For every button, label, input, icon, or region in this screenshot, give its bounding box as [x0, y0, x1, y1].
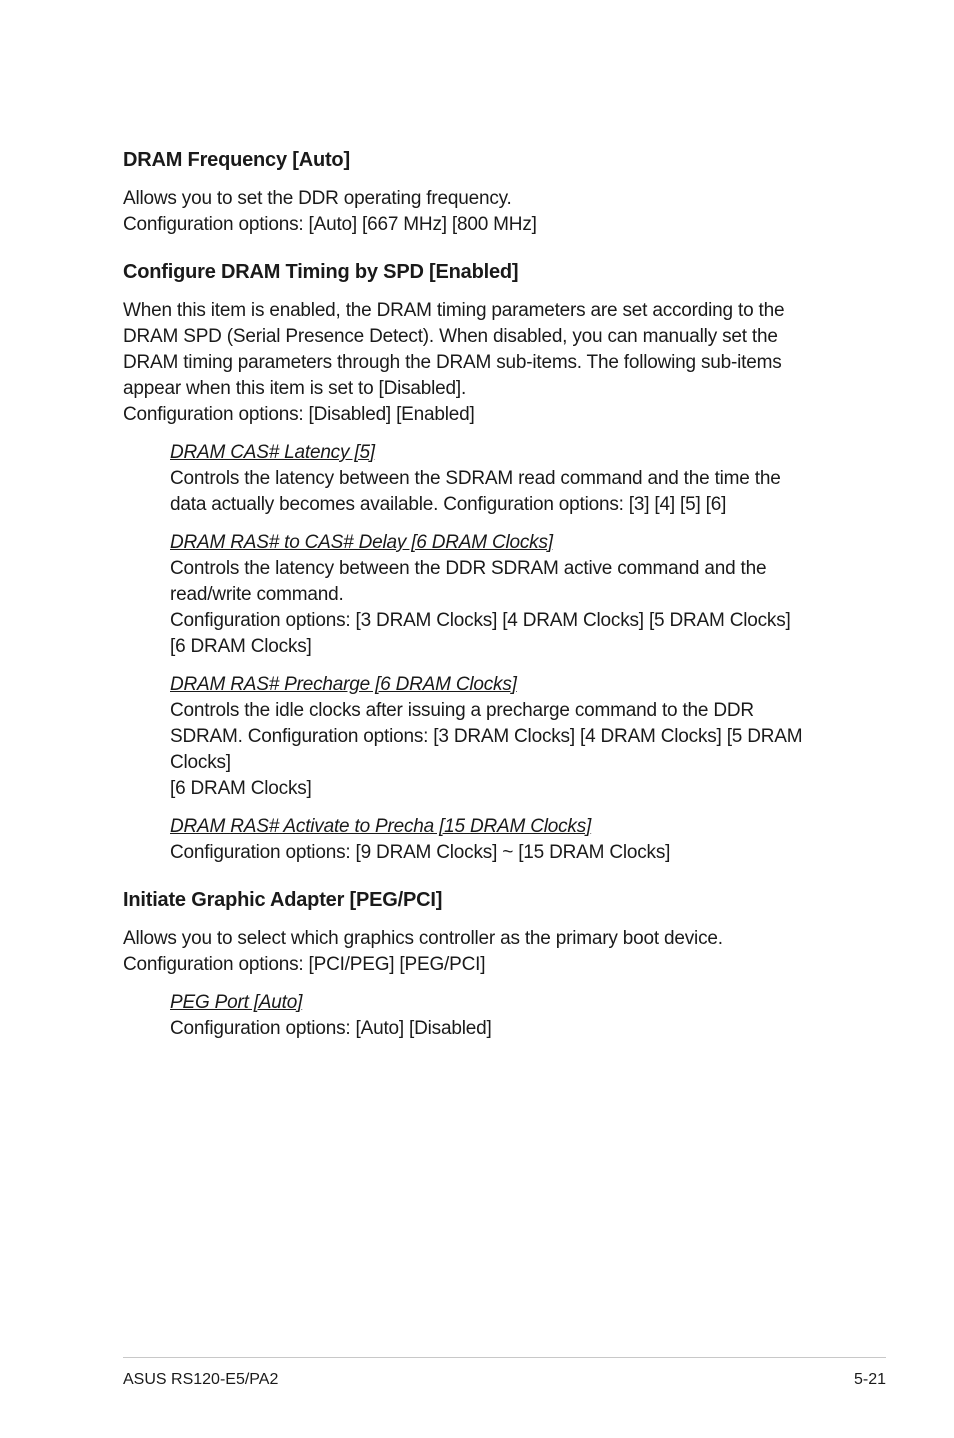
subitem-dram-ras-precharge — [170, 672, 843, 802]
paragraph-line: appear when this item is set to [Disabled]. — [123, 378, 467, 399]
subitem-dram-cas-latency — [170, 440, 843, 518]
paragraph-line: DRAM SPD (Serial Presence Detect). When disabled, you can manually set the — [123, 326, 778, 347]
footer-product-name: ASUS RS120-E5/PA2 — [123, 1371, 279, 1388]
document-body — [123, 146, 843, 1042]
subitem-dram-ras-to-cas-delay — [170, 530, 843, 660]
subitem-peg-port — [170, 990, 843, 1042]
paragraph-line: Controls the latency between the DDR SDRAM active command and the — [170, 558, 767, 579]
paragraph-line: [6 DRAM Clocks] — [170, 778, 312, 799]
paragraph-line: Configuration options: [PCI/PEG] [PEG/PCI] — [123, 954, 486, 975]
paragraph-line: Configuration options: [Auto] [Disabled] — [170, 1018, 492, 1039]
subitem-title: DRAM RAS# Activate to Precha [15 DRAM Clocks] — [170, 816, 592, 837]
paragraph-line: DRAM timing parameters through the DRAM sub-items. The following sub-items — [123, 352, 782, 373]
paragraph-line: Configuration options: [9 DRAM Clocks] ~ [15 DRAM Clocks] — [170, 842, 671, 863]
subitem-title: DRAM RAS# to CAS# Delay [6 DRAM Clocks] — [170, 532, 553, 553]
subitem-title: PEG Port [Auto] — [170, 992, 303, 1013]
section-heading-initiate-graphic-adapter: Initiate Graphic Adapter [PEG/PCI] — [123, 889, 443, 911]
paragraph-line: Configuration options: [Auto] [667 MHz] [800 MHz] — [123, 214, 537, 235]
subitem-title: DRAM CAS# Latency [5] — [170, 442, 375, 463]
section-heading-dram-frequency: DRAM Frequency [Auto] — [123, 149, 350, 171]
footer-page-number: 5-21 — [853, 1371, 886, 1388]
paragraph-line: Configuration options: [Disabled] [Enabled] — [123, 404, 475, 425]
subitem-dram-ras-activate — [170, 814, 843, 866]
paragraph-line: read/write command. — [170, 584, 344, 605]
paragraph-line: Clocks] — [170, 752, 231, 773]
paragraph-line: Controls the latency between the SDRAM read command and the time the — [170, 468, 781, 489]
paragraph-line: Allows you to set the DDR operating frequency. — [123, 188, 512, 209]
paragraph-line: SDRAM. Configuration options: [3 DRAM Clocks] [4 DRAM Clocks] [5 DRAM — [170, 726, 803, 747]
footer-divider — [123, 1357, 886, 1358]
subitem-title: DRAM RAS# Precharge [6 DRAM Clocks] — [170, 674, 517, 695]
paragraph-line: Allows you to select which graphics controller as the primary boot device. — [123, 928, 723, 949]
paragraph-line: [6 DRAM Clocks] — [170, 636, 312, 657]
section-heading-configure-dram-timing: Configure DRAM Timing by SPD [Enabled] — [123, 261, 519, 283]
paragraph-line: When this item is enabled, the DRAM timing parameters are set according to the — [123, 300, 785, 321]
paragraph-line: Configuration options: [3 DRAM Clocks] [4 DRAM Clocks] [5 DRAM Clocks] — [170, 610, 791, 631]
paragraph-line: data actually becomes available. Configuration options: [3] [4] [5] [6] — [170, 494, 727, 515]
paragraph-line: Controls the idle clocks after issuing a precharge command to the DDR — [170, 700, 754, 721]
